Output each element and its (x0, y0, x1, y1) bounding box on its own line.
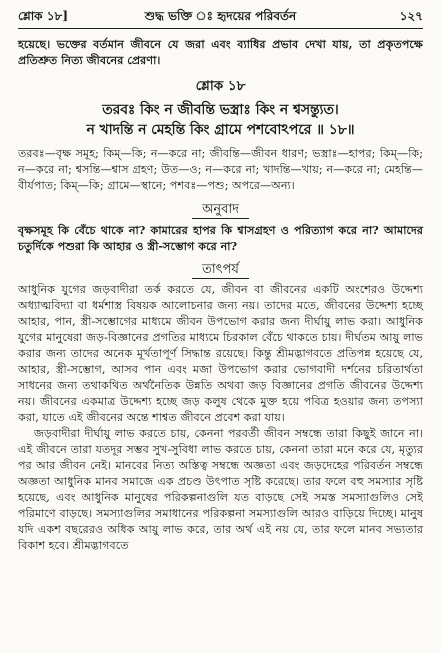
page-number: ১২৭ (399, 9, 423, 23)
translation-heading: অনুবাদ (18, 202, 423, 218)
purport-paragraph-2: জড়বাদীরা দীর্ঘায়ু লাভ করতে চায়, কেননা পরবর্তী জীবন সম্বন্ধে তারা কিছুই জানে না। এই জীবনে তারা যতদূর সম্ভব সুখ-সুবিধা লাভ করতে চায়, কেননা তারা মনে করে যে, মৃত্যুর পর আর জীবন নেই। মানবের নিত্য অস্তিত্ব সম্বন্ধে অজ্ঞতা এবং জড়দেহের পরিবর্তন সম্বন্ধে অজ্ঞতা আধুনিক মানব সমাজে এক প্রচণ্ড উৎপাত সৃষ্টি করেছে। তার ফলে বহু সমস্যার সৃষ্টি হয়েছে, এবং আধুনিক মানুষের পরিকল্পনাগুলি যত বাড়ছে সেই সমস্ত সমস্যাগুলিও সেই পরিমাণে বাড়ছে। সমস্যাগুলির সমাধানের পরিকল্পনা সমস্যাগুলি আরও বাড়িয়ে দিচ্ছে। মানুষ যদি একশ বছরেরও অধিক আয়ু লাভ করে, তার অর্থ এই নয় যে, তার ফলে মানব সভ্যতার বিকাশ হবে। শ্রীমদ্ভাগবতে (18, 427, 423, 552)
purport-paragraph-1: আধুনিক যুগের জড়বাদীরা তর্ক করতে যে, জীবন বা জীবনের একটি অংশেরও উদ্দেশ্য অধ্যাত্মবিদ্যা বা ধর্মশাস্ত্র বিষয়ক আলোচনার জন্য নয়। তাদের মতে, জীবনের উদ্দেশ্য হচ্ছে আহার, পান, স্ত্রী-সম্ভোগের মাধ্যমে জীবন উপভোগ করার জন্য দীর্ঘায়ু লাভ করা। আধুনিক যুগের মানুষেরা জড়-বিজ্ঞানের প্রগতির মাধ্যমে চিরকাল বেঁচে থাকতে চায়। দীর্ঘতম আয়ু লাভ করার জন্য তাদের অনেক মূর্খতাপূর্ণ সিদ্ধান্ত রয়েছে। কিন্তু শ্রীমদ্ভাগবতে প্রতিপন্ন হয়েছে যে, আহার, স্ত্রী-সম্ভোগ, আসব পান এবং মজা উপভোগ করার ভোগবাদী দর্শনের চরিতার্থতা সাধনের জন্য তথাকথিত অর্থনৈতিক উন্নতি অথবা জড় বিজ্ঞানের প্রগতি জীবনের উদ্দেশ্য নয়। জীবনের একমাত্র উদ্দেশ্য হচ্ছে জড় কলুষ থেকে মুক্ত হয়ে পবিত্র হওয়ার জন্য তপস্যা করা, যাতে এই জীবনের অন্তে শাশ্বত জীবনে প্রবেশ করা যায়। (18, 283, 423, 424)
intro-paragraph: হয়েছে। ভক্তের বর্তমান জীবনে যে জরা এবং ব্যাধির প্রভাব দেখা যায়, তা প্রকৃতপক্ষে প্রতিশ্রুত নিত্য জীবনের প্রেরণা। (18, 37, 423, 67)
verse-line-2: ন খাদন্তি ন মেহন্তি কিং গ্রামে পশবোঽপরে ॥ ১৮॥ (86, 122, 355, 138)
synonyms-paragraph: তরবঃ—বৃক্ষ সমূহ; কিম্—কি; ন—করে না; জীবন্তি—জীবন ধারণ; ভস্ত্রাঃ—হাপর; কিম্—কি; ন—করে না; শ্বসন্তি—শ্বাস গ্রহণ; উত—ও; ন—করে না; খাদন্তি—খায়; ন—করে না; মেহন্তি—বীর্যপাত; কিম্—কি; গ্রামে—স্থানে; পশবঃ—পশু; অপরে—অন্য। (18, 147, 423, 192)
page-header (18, 8, 423, 30)
purport-heading: তাৎপর্য (18, 262, 423, 278)
page-body (18, 36, 423, 647)
running-title: শুদ্ধ ভক্তি ঃ হৃদয়ের পরিবর্তন (144, 9, 297, 23)
verse-line-1: তরবঃ কিং ন জীবন্তি ভস্ত্রাঃ কিং ন শ্বসন্ত্যুত। (102, 102, 339, 118)
verse-heading: শ্লোক ১৮ (195, 78, 246, 94)
header-rule (18, 28, 423, 29)
verse-reference: শ্লোক ১৮] (18, 9, 69, 23)
translation-paragraph: বৃক্ষসমূহ কি বেঁচে থাকে না? কামারের হাপর কি শ্বাসগ্রহণ ও পরিত্যাগ করে না? আমাদের চতুর্দিকে পশুরা কি আহার ও স্ত্রী-সম্ভোগ করে না? (18, 223, 423, 253)
